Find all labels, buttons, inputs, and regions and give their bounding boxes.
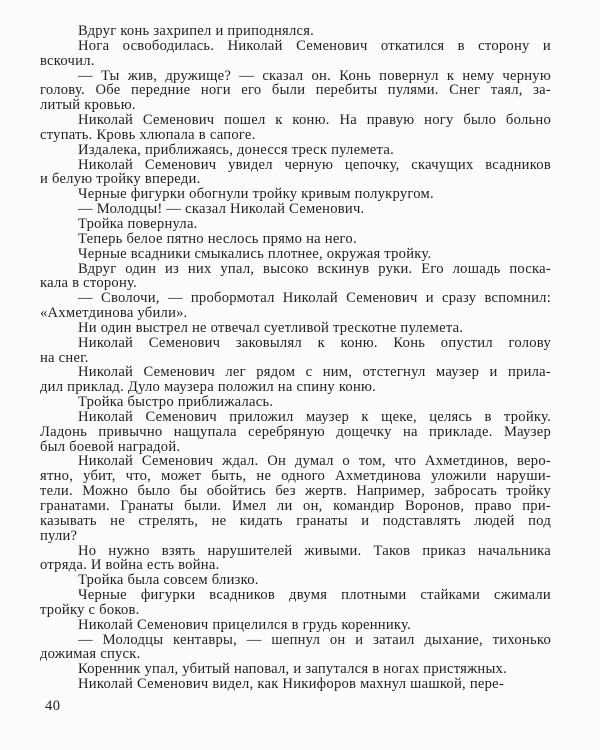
text-line: Черные всадники смыкались плотнее, окружая тройку. — [78, 245, 432, 262]
text-line: дил приклад. Дуло маузера положил на спину коню. — [40, 379, 377, 396]
text-line: Вдруг один из них упал, высоко вскинув руки. Его лошадь поска- — [78, 260, 551, 277]
text-line: пули? — [40, 527, 78, 544]
text-line: — Молодцы! — сказал Николай Семенович. — [78, 201, 365, 218]
text-line: Николай Семенович заковылял к коню. Конь опустил голову — [78, 334, 551, 351]
text-line: ятно, убит, что, может быть, не одного Ахметдинова уложили наруши- — [40, 468, 551, 485]
text-line: Черные фигурки всадников двумя плотными стайками сжимали — [78, 587, 551, 604]
text-line: кала в сторону. — [40, 275, 138, 292]
page-text — [40, 24, 551, 692]
text-line: Ни один выстрел не отвечал суетливой трескотне пулемета. — [78, 319, 464, 336]
text-line: Черные фигурки обогнули тройку кривым полукругом. — [78, 186, 434, 203]
text-line: на снег. — [40, 349, 89, 366]
text-line: дожимая спуск. — [40, 646, 141, 663]
page-number: 40 — [45, 698, 61, 714]
text-line: Вдруг конь захрипел и приподнялся. — [78, 23, 315, 39]
text-line: Тройка быстро приближалась. — [78, 394, 274, 411]
text-line: — Сволочи, — пробормотал Николай Семенович и сразу вспомнил: — [78, 290, 551, 307]
text-line: Николай Семенович увидел черную цепочку, скачущих всадников — [78, 156, 551, 173]
text-line: Но нужно взять нарушителей живыми. Таков приказ начальника — [78, 542, 551, 559]
text-line: Николай Семенович пошел к коню. На правую ногу было больно — [78, 112, 551, 129]
text-line: тройку с боков. — [40, 601, 140, 618]
text-line: и белую тройку впереди. — [40, 171, 201, 188]
text-line: Издалека, приближаясь, донесся треск пулемета. — [78, 141, 394, 158]
text-line: Ладонь привычно нащупала серебряную дощечку на прикладе. Маузер — [40, 423, 551, 440]
text-line: тели. Можно было бы обойтись без жертв. Например, забросать тройку — [40, 483, 551, 500]
text-line: Николай Семенович лег рядом с ним, отстегнул маузер и прила- — [78, 364, 551, 381]
text-line: отряда. И война есть война. — [40, 557, 220, 574]
text-line: «Ахметдинова убили». — [40, 305, 188, 322]
text-line: голову. Обе передние ноги его были перебиты пулями. Снег таял, за- — [40, 82, 551, 99]
text-line: Николай Семенович видел, как Никифоров махнул шашкой, пере- — [78, 676, 505, 693]
text-line: — Ты жив, дружище? — сказал он. Конь повернул к нему черную — [78, 67, 551, 84]
text-line: гранатами. Гранаты были. Имел ли он, командир Воронов, право при- — [40, 498, 551, 514]
text-line: казывать не стрелять, не кидать гранаты и подставлять людей под — [40, 512, 551, 529]
text-line: Николай Семенович прицелился в грудь кореннику. — [78, 616, 412, 633]
text-line: Николай Семенович приложил маузер к щеке, целясь в тройку. — [78, 408, 551, 425]
text-line: литый кровью. — [40, 97, 136, 114]
text-line: Тройка повернула. — [78, 215, 198, 232]
text-line: вскочил. — [40, 52, 95, 69]
text-line: — Молодцы кентавры, — шепнул он и затаил дыхание, тихонько — [78, 631, 551, 648]
text-line: ступать. Кровь хлюпала в сапоге. — [40, 126, 256, 143]
text-line: Нога освободилась. Николай Семенович откатился в сторону и — [78, 37, 551, 54]
text-line: Николай Семенович ждал. Он думал о том, что Ахметдинов, веро- — [78, 453, 551, 470]
text-line: Тройка была совсем близко. — [78, 572, 259, 589]
text-line: Коренник упал, убитый наповал, и запутался в ногах пристяжных. — [78, 661, 507, 678]
text-line: был боевой наградой. — [40, 438, 181, 455]
text-line: Теперь белое пятно неслось прямо на него. — [78, 230, 357, 247]
